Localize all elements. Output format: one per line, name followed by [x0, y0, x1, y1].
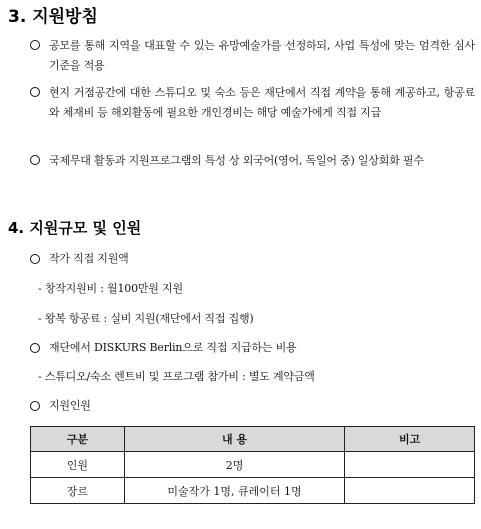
policy-bullet-1 [30, 36, 476, 76]
policy-bullet-text: 공모를 통해 지역을 대표할 수 있는 유망예술가를 선정하되, 사업 특성에 맞는 엄격한 심사기준을 적용 [49, 39, 475, 72]
support-item-headcount [30, 397, 476, 415]
sub-item-studio-rent: - 스튜디오/숙소 렌트비 및 프로그램 참가비 : 별도 계약금액 [38, 370, 315, 383]
support-item-foundation-payment [30, 339, 476, 357]
table-cell: 미술작가 1명, 큐레이터 1명 [124, 478, 344, 504]
table-header-row [31, 427, 475, 452]
support-item-label: 지원인원 [49, 399, 91, 412]
headcount-table [30, 426, 475, 504]
table-cell [345, 452, 475, 478]
sub-item-creation-support: - 창작지원비 : 월100만원 지원 [38, 282, 183, 295]
policy-bullet-text: 국제무대 활동과 지원프로그램의 특성 상 외국어(영어, 독일어 중) 일상회화 필수 [49, 154, 424, 167]
table-cell: 2명 [124, 452, 344, 478]
support-item-label: 재단에서 DISKURS Berlin으로 직접 지급하는 비용 [49, 341, 297, 354]
circle-bullet-icon [30, 401, 40, 411]
section-4-heading: 4. 지원규모 및 인원 [8, 219, 142, 237]
table-header-content: 내 용 [124, 427, 344, 452]
table-header-category: 구분 [31, 427, 125, 452]
policy-bullet-3 [30, 151, 476, 171]
table-cell [345, 478, 475, 504]
table-header-remarks: 비고 [345, 427, 475, 452]
sub-item-airfare: - 왕복 항공료 : 실비 지원(재단에서 직접 집행) [38, 312, 254, 325]
policy-bullet-2 [30, 83, 476, 123]
circle-bullet-icon [30, 254, 40, 264]
policy-bullet-text: 현지 거점공간에 대한 스튜디오 및 숙소 등은 재단에서 직접 계약을 통해 계공하고, 항공료와 체재비 등 해외활동에 필요한 개인경비는 해당 예술가에게 직접 지급 [49, 86, 475, 119]
section-3-heading: 3. 지원방침 [8, 7, 98, 27]
table-row [31, 452, 475, 478]
table-cell: 장르 [31, 478, 125, 504]
circle-bullet-icon [30, 155, 40, 165]
support-item-label: 작가 직접 지원액 [49, 252, 129, 265]
circle-bullet-icon [30, 40, 40, 50]
table-cell: 인원 [31, 452, 125, 478]
table-row [31, 478, 475, 504]
circle-bullet-icon [30, 87, 40, 97]
circle-bullet-icon [30, 343, 40, 353]
support-item-artist-direct [30, 250, 476, 268]
